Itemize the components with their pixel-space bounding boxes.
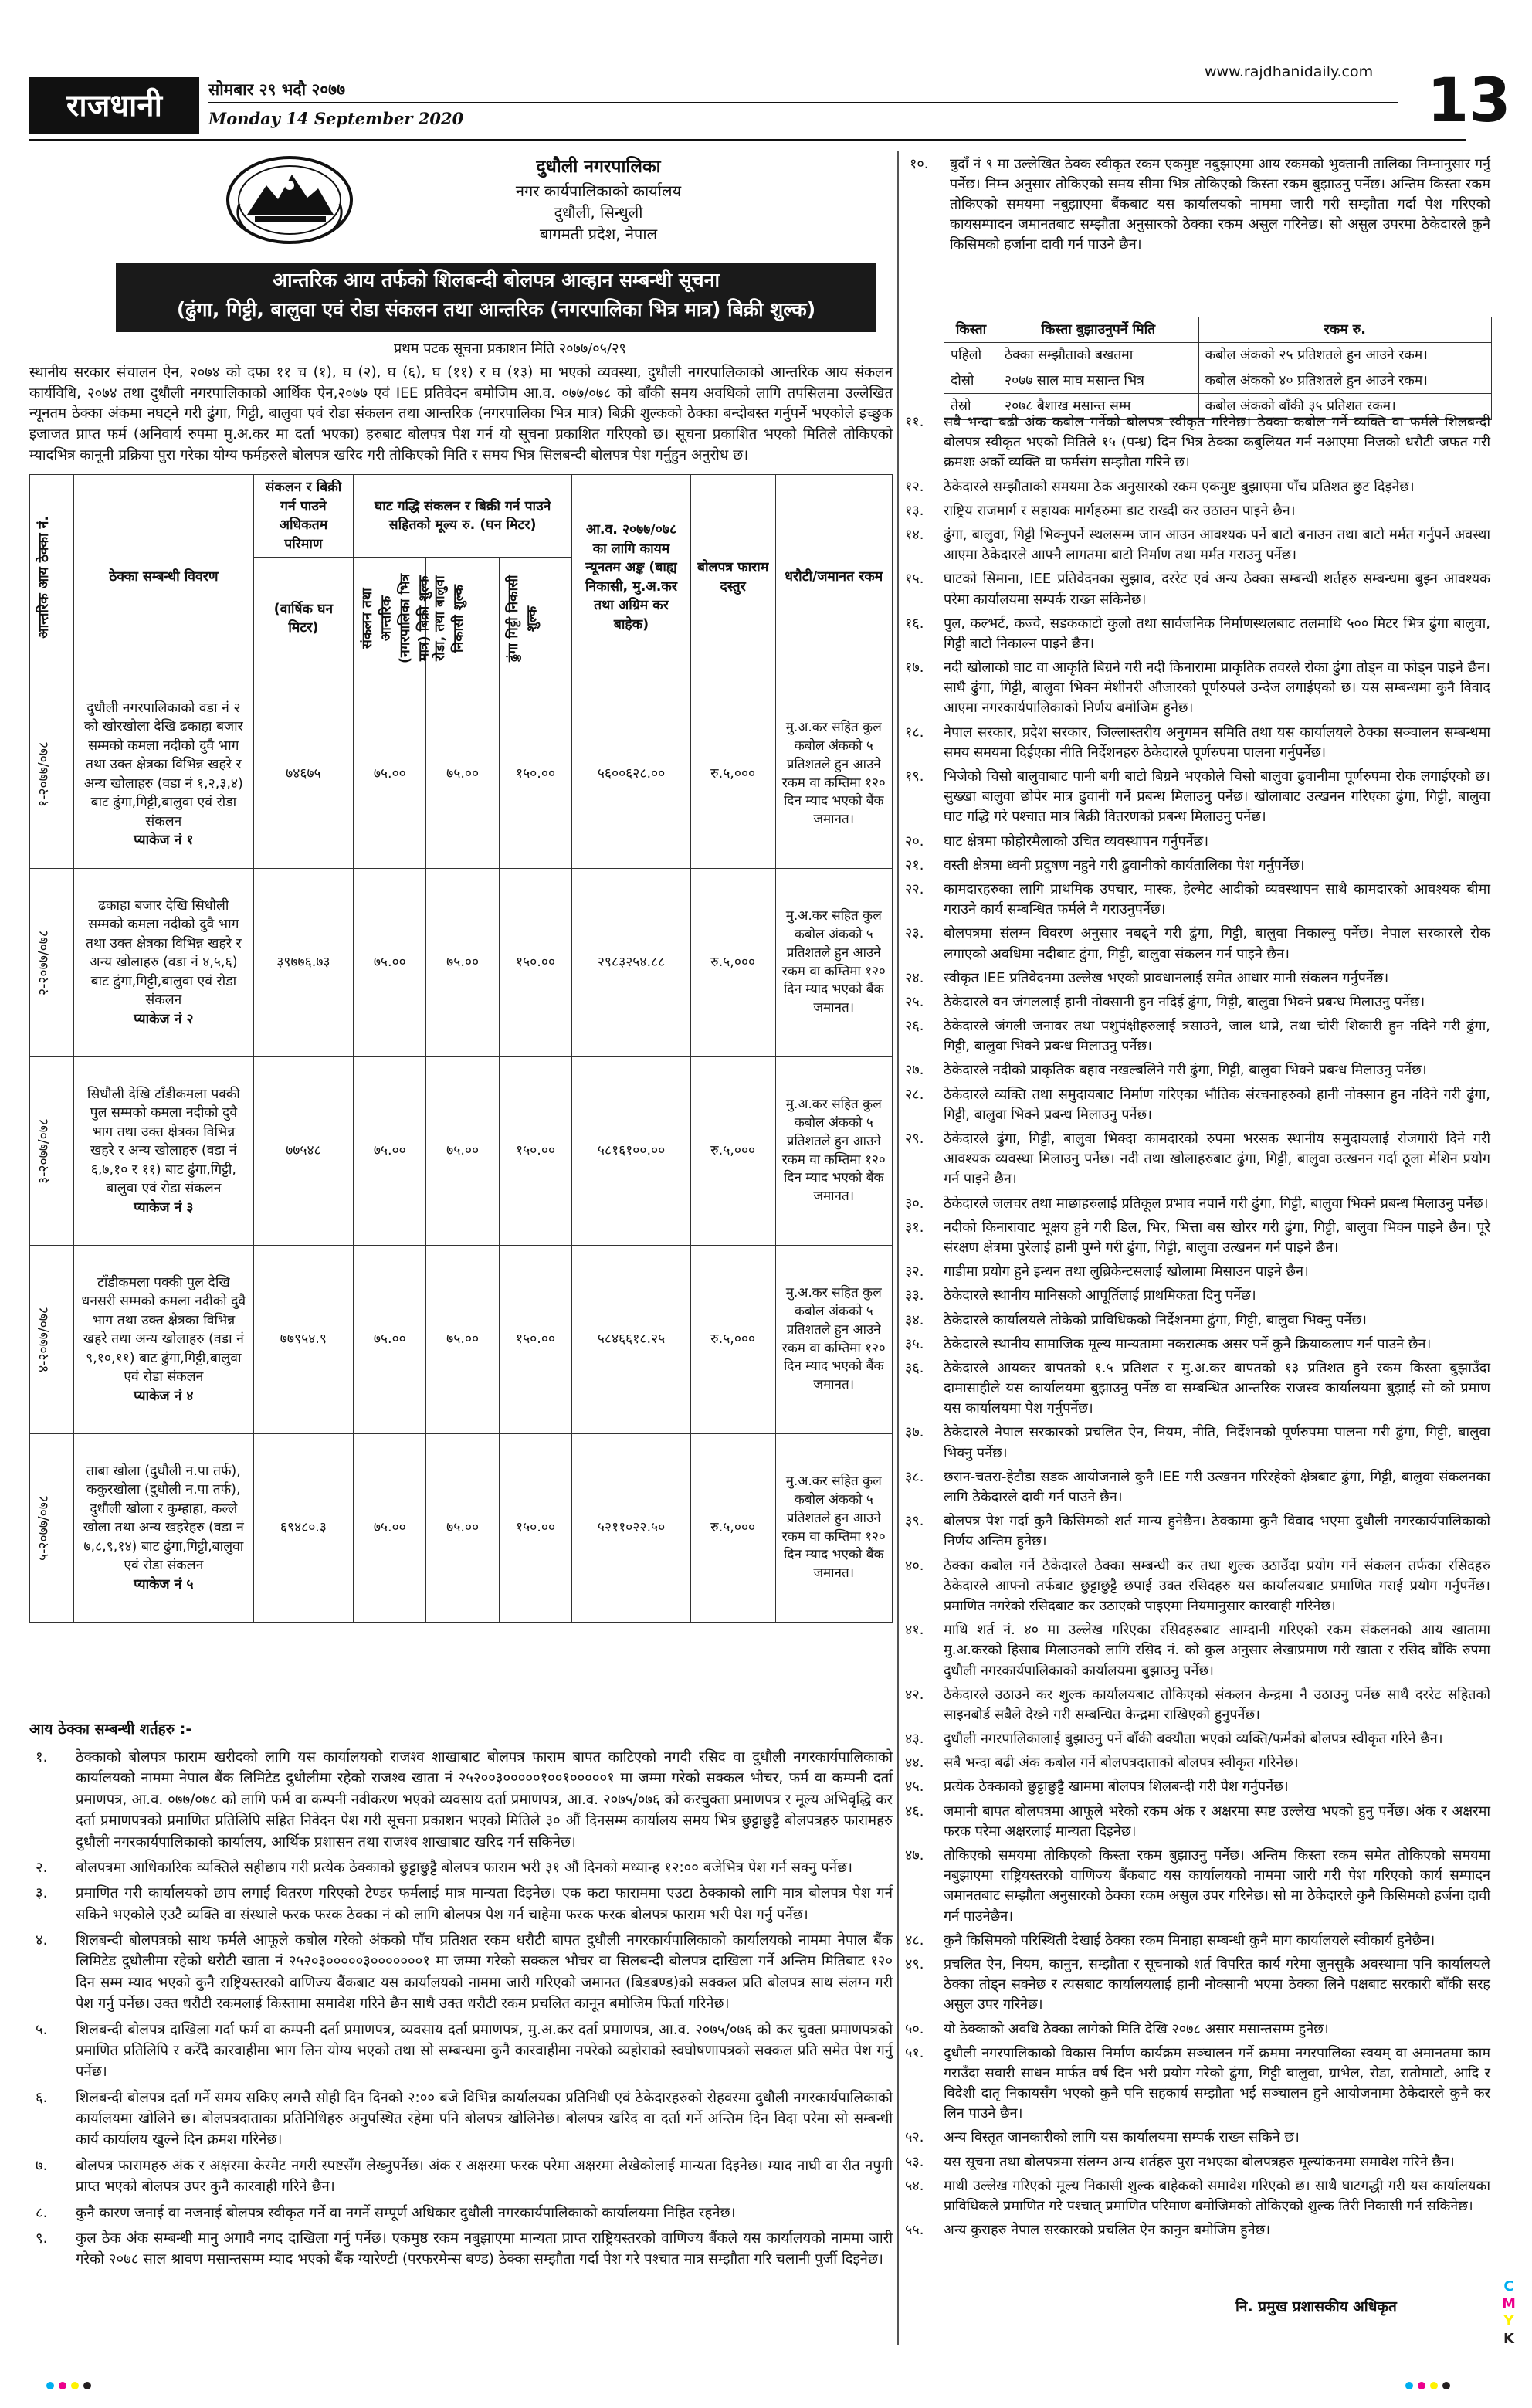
page-number: 13	[1427, 66, 1511, 136]
condition-number: १३.	[905, 502, 924, 519]
condition-number: ७.	[36, 2157, 48, 2174]
condition-text: अन्य विस्तृत जानकारीको लागि यस कार्यालयमा सम्पर्क राख्न सकिने छ।	[944, 2129, 1300, 2146]
condition-item	[903, 2176, 1490, 2216]
condition-number: ४०.	[905, 1557, 924, 1574]
condition-text: शिलबन्दी बोलपत्रको साथ फर्मले आफूले कबोल गरेको अंकको पाँच प्रतिशत रकम धरौटी बापत दुधौली नगरकार्यपालिकाको कार्यालयको नाममा नेपाल बैंक लिमिटेड दुधौलीमा रहेको धरौटी खाता नं २५२०३०००००३०००००००१ मा जम्मा गरेको सक्कल भौचर वा सिलबन्दी बोलपत्र दाखिला गर्ने अन्तिम मितिबाट १२० दिन सम्म म्याद भएको कुनै राष्ट्रियस्तरको वाणिज्य बैंकबाट यस कार्यालयको नाममा जारी गरिएको जमानत (बिडबण्ड)को सक्कल प्रति बोलपत्र साथ संलग्न गरी पेश गर्नु पर्नेछ। उक्त धरौटी रकमलाई किस्तामा समावेश गरिने छैन साथै उक्त धरौटी रकम प्रचलित कानून बमोजिम फिर्ता गरिनेछ।	[76, 1932, 893, 2013]
condition-number: १४.	[905, 526, 924, 543]
condition-number: ४६.	[905, 1803, 924, 1820]
row-description-text: ताबा खोला (दुधौली न.पा तर्फ), ककुरखोला (दुधौली न.पा तर्फ), दुधौली खोला र कुम्हाहा, कल्ले खोला तथा अन्य खहरेहरु (वडा नं ७,८,९,१४) बाट ढुंगा,गिट्टी,बालुवा एवं रोडा संकलन	[83, 1463, 244, 1574]
condition-text: प्रचलित ऐन, नियम, कानुन, सम्झौता र सूचनाको शर्त विपरित कार्य गरेमा जुनसुकै अवस्थामा पनि कार्यालयले ठेक्का तोड्न सक्नेछ र त्यसबाट कार्यालयलाई हानी नोक्सानी भएमा ठेक्का लिने पक्षबाट सरकारी बाँकी सरह असुल उपर गरिनेछ।	[944, 1955, 1490, 2013]
condition-number: ५२.	[905, 2129, 924, 2146]
col-header-code: आन्तरिक आय ठेक्का नं.	[30, 475, 74, 680]
condition-number: ५०.	[905, 2020, 924, 2037]
condition-number: ३३.	[905, 1287, 924, 1304]
condition-text: भिजेको चिसो बालुवाबाट पानी बगी बाटो बिग्रने भएकोले चिसो बालुवा ढुवानीमा पूर्णरुपमा रोक लगाईएको छ। सुख्खा बालुवा छोपेर मात्र ढुवानी गर्ने प्रबन्ध मिलाउनु पर्नेछ। खोलाबाट उत्खनन गरिएका ढुंगा, गिट्टी, बालुवा घाट गद्धि गरे पश्चात मात्र बिक्री वितरणको प्रबन्ध मिलाउनु पर्नेछ।	[944, 768, 1490, 826]
condition-number: ६.	[36, 2089, 48, 2106]
col-header-description: ठेक्का सम्बन्धी विवरण	[74, 475, 254, 680]
condition-text: ठेकेदारले जलचर तथा माछाहरुलाई प्रतिकूल प्रभाव नपार्ने गरी ढुंगा, गिट्टी, बालुवा भिक्ने प्रबन्ध मिलाउनु पर्नेछ।	[944, 1195, 1489, 1212]
condition-item	[903, 2043, 1490, 2125]
condition-item	[903, 658, 1490, 719]
cell-form-fee: रु.५,०००	[690, 1246, 775, 1434]
cell-description	[74, 1434, 254, 1623]
condition-number: ४९.	[905, 1955, 924, 1972]
condition-item	[29, 1930, 893, 2015]
condition-number: ३१.	[905, 1219, 924, 1236]
condition-number: ४७.	[905, 1847, 924, 1864]
condition-item	[903, 1016, 1490, 1056]
conditions-list	[29, 1747, 893, 2275]
registration-dots	[46, 2382, 91, 2393]
condition-text: बुदाँ नं ९ मा उल्लेखित ठेक्क स्वीकृत रकम एकमुष्ट नबुझाएमा आय रकमको भुक्तानी तालिका निम्नानुसार गर्नु पर्नेछ। निम्न अनुसार तोकिएको समय सीमा भित्र तोकिएको किस्ता रकम बुझाउनु पर्नेछ। अन्तिम किस्ता रकम तोकिएको समयमा नबुझाएमा बैंकबाट यस कार्यालयको नाममा जारी गरी सम्झौता गर्दा पेश गरिएको कायसम्पादन जमानतबाट सम्झौता अनुसारको ठेक्का रकम असुल गरिनेछ। सो असुल उपरमा ठेकेदारले कुनै किसिमको हर्जाना दावी गर्न पाउने छैन।	[950, 156, 1490, 253]
condition-number: ४५.	[905, 1779, 924, 1796]
cell-rate3: १५०.००	[499, 1246, 571, 1434]
column-divider	[897, 151, 899, 2345]
office-province: बागमती प्रदेश, नेपाल	[539, 225, 658, 244]
condition-text: शिलबन्दी बोलपत्र दाखिला गर्दा फर्म वा कम्पनी दर्ता प्रमाणपत्र, व्यवसाय दर्ता प्रमाणपत्र, मु.अ.कर दर्ता प्रमाणपत्र, आ.व. २०७५/०७६ को कर चुक्ता प्रमाणपत्रको प्रमाणित प्रतिलिपि र करेँदै कारवाहीमा भाग लिन योग्य भएको तथा सो सम्बन्धमा कुनै कारवाहीमा नपरेको व्यहोराको स्वघोषणापत्रको सक्कल प्रति समेत पेश गर्नु पर्नेछ।	[76, 2021, 893, 2081]
condition-item	[903, 1060, 1490, 1080]
condition-text: कुनै कारण जनाई वा नजनाई बोलपत्र स्वीकृत गर्ने वा नगर्ने सम्पूर्ण अधिकार दुधौली नगरकार्यपालिकाको कार्यालयमा निहित रहनेछ।	[76, 2204, 736, 2221]
condition-text: बोलपत्रमा आधिकारिक व्यक्तिले सहीछाप गरी प्रत्येक ठेक्काको छुट्टाछुट्टै बोलपत्र फाराम भरी ३१ औं दिनको मध्यान्ह १२:०० बजेभित्र पेश गर्न सक्नु पर्नेछ।	[76, 1859, 853, 1876]
col-header-quantity: संकलन र बिक्री गर्न पाउने अधिकतम परिमाण	[253, 475, 353, 558]
condition-text: प्रत्येक ठेक्काको छुट्टाछुट्टै खाममा बोलपत्र शिलबन्दी गरी पेश गर्नुपर्नेछ।	[944, 1779, 1289, 1796]
cell-code	[30, 1434, 74, 1623]
condition-number: २६.	[905, 1018, 924, 1035]
condition-number: १७.	[905, 660, 924, 677]
cell-min-amount: २९८३२५४.८८	[572, 869, 691, 1057]
cell-code	[30, 680, 74, 869]
municipality-name: दुधौली नगरपालिका	[536, 157, 661, 177]
condition-text: घाट क्षेत्रमा फोहोरमैलाको उचित व्यवस्थापन गर्नुपर्नेछ।	[944, 833, 1209, 850]
condition-item	[903, 832, 1490, 852]
condition-text: अन्य कुराहरु नेपाल सरकारको प्रचलित ऐन कानुन बमोजिम हुनेछ।	[944, 2222, 1271, 2239]
cell-form-fee: रु.५,०००	[690, 869, 775, 1057]
condition-item	[903, 1729, 1490, 1749]
condition-item	[903, 767, 1490, 828]
cell-description	[74, 1057, 254, 1246]
registration-dot	[83, 2382, 91, 2389]
cell-rate2: ७५.००	[426, 680, 499, 869]
condition-number: २.	[36, 1859, 48, 1876]
condition-item	[903, 614, 1490, 654]
condition-text: वस्ती क्षेत्रमा ध्वनी प्रदुषण नहुने गरी ढुवानीको कार्यतालिका पेश गर्नुपर्नेछ।	[944, 856, 1305, 873]
row-package: प्याकेज नं १	[134, 833, 194, 848]
cell-guarantee: मु.अ.कर सहित कुल कबोल अंकको ५ प्रतिशतले हुन आउने रकम वा कम्तिमा १२० दिन म्याद भएको बैंक जमानत।	[775, 1246, 892, 1434]
condition-text: छरान-चतरा-हेटौडा सडक आयोजनाले कुनै IEE गरी उत्खनन गरिरहेको क्षेत्रबाट ढुंगा, गिट्टी, बालुवा संकलनका लागि ठेकेदारले दावी गर्न पाउने छैन।	[944, 1468, 1490, 1505]
condition-number: ४१.	[905, 1622, 924, 1639]
condition-number: २७.	[905, 1062, 924, 1079]
condition-item	[903, 1423, 1490, 1463]
cell-quantity: ३९७७६.७३	[253, 869, 353, 1057]
row-description-text: ढकाहा बजार देखि सिधौली सम्मको कमला नदीको दुवै भाग तथा उक्त क्षेत्रका विभिन्न खहरे र अन्य खोलाहरु (वडा नं ४,५,६) बाट ढुंगा,गिट्टी,बालुवा एवं रोडा संकलन	[86, 897, 242, 1009]
condition-text: कामदारहरुका लागि प्राथमिक उपचार, मास्क, हेल्मेट आदीको व्यवस्थापन साथै कामदारको आवश्यक बीमा गराउने कार्य सम्बन्धित फर्मले नै गराउनुपर्नेछ।	[944, 880, 1490, 918]
cell-description	[74, 680, 254, 869]
registration-dot	[71, 2382, 79, 2389]
cell-quantity: ७७९५४.९	[253, 1246, 353, 1434]
installment-cell: कबोल अंकको बाँकी ३५ प्रतिशत रकम।	[1198, 394, 1491, 419]
notice-intro: स्थानीय सरकार संचालन ऐन, २०७४ को दफा ११ च (१), घ (२), घ (६), घ (११) र घ (१३) मा भएको व्यवस्था, दुधौली नगरपालिकाको आन्तरिक आय संकलन कार्यविधि, २०७४ तथा दुधौली नगरपालिकाको आर्थिक ऐन,२०७७ एवं IEE प्रतिवेदन बमोजिम आ.व. ०७७/०७८ को बाँकी समय अवधिको लागि तपसिलमा उल्लेखित न्यूनतम ठेक्का अंकमा नघट्ने गरी ढुंगा, गिट्टी, बालुवा एवं रोडा संकलन तथा आन्तरिक (नगरपालिका भित्र मात्र) बिक्री शुल्कको ठेक्का बन्दोबस्त गर्नुपर्ने भएकोले इच्छुक इजाजत प्राप्त फर्म (अनिवार्य रुपमा मु.अ.कर मा दर्ता भएका) हरुबाट बोलपत्र पेश गर्न यो सूचना प्रकाशित गरिएको छ। सूचना प्रकाशित भएको मितिले तोकिएको म्यादभित्र कानूनी प्रक्रिया पुरा गरेका योग्य फर्महरुले बोलपत्र खरिद गरी तोकिएको मिति र समय भित्र सिलबन्दी बोलपत्र पेश गर्नुहुन अनुरोध छ।	[29, 365, 893, 463]
conditions-list-right	[903, 412, 1490, 2244]
cmyk-letter: C	[1503, 2278, 1514, 2294]
col-header-form-fee: बोलपत्र फाराम दस्तुर	[690, 475, 775, 680]
cell-code	[30, 1246, 74, 1434]
condition-text: नदीको किनारावाट भूक्षय हुने गरी डिल, भिर, भित्ता बस खोरर गरी ढुंगा, गिट्टी, बालुवा भिक्न पाइने छैन। पूरे संरक्षण क्षेत्रमा पुरेलाई हानी पुग्ने गरी ढुंगा, गिट्टी, बालुवा उत्खनन गर्न पाइने छैन।	[944, 1219, 1490, 1256]
condition-number: ४.	[36, 1932, 48, 1948]
registration-dot	[1430, 2382, 1438, 2389]
condition-item	[903, 1194, 1490, 1214]
cell-description	[74, 869, 254, 1057]
condition-text: ठेकेदारले नदीको प्राकृतिक बहाव नखल्बलिने गरी ढुंगा, गिट्टी, बालुवा भिक्ने प्रबन्ध मिलाउनु पर्नेछ।	[944, 1062, 1427, 1079]
row-code: २-२०७७/०७८	[36, 929, 52, 995]
installment-cell: २०७८ बैशाख मसान्त सम्म	[998, 394, 1198, 419]
col-header-rate3: ढुंगा गिट्टी निकासी शुल्क	[499, 558, 571, 680]
condition-text: माथी उल्लेख गरिएको मूल्य निकासी शुल्क बाहेकको समावेश गरिएको छ। साथै घाटगद्धी गरी यस कार्यालयका प्राविधिकले प्रमाणित गरे पश्चात् प्रमाणित परिमाण बमोजिमको तोकिएको शुल्क तिरी निकासी गर्न सकिनेछ।	[944, 2177, 1490, 2214]
cell-guarantee: मु.अ.कर सहित कुल कबोल अंकको ५ प्रतिशतले हुन आउने रकम वा कम्तिमा १२० दिन म्याद भएको बैंक जमानत।	[775, 680, 892, 869]
cmyk-letter: M	[1502, 2295, 1516, 2312]
condition-item	[903, 1931, 1490, 1951]
issue-date-nepali: सोमबार २९ भदौ २०७७	[208, 80, 346, 99]
installment-cell: ठेक्का सम्झौताको बखतमा	[998, 343, 1198, 368]
notice-title-banner	[116, 263, 876, 332]
cmyk-marks	[1500, 2278, 1518, 2348]
condition-text: ठेकेदारले आयकर बापतको १.५ प्रतिशत र मु.अ.कर बापतको १३ प्रतिशत हुने रकम किस्ता बुझाउँदा दामासाहीले यस कार्यालयमा बुझाउनु पर्नेछ वा सम्बन्धित आन्तरिक राजस्व कार्यालयमा बुझाई सो को प्रमाण यस कार्यालयमा पेश गर्नुपर्नेछ।	[944, 1359, 1490, 1417]
condition-item	[903, 1511, 1490, 1552]
notice-title: आन्तरिक आय तर्फको शिलबन्दी बोलपत्र आव्हान सम्बन्धी सूचना	[272, 269, 720, 291]
condition-text: दुधौली नगरपालिकाको विकास निर्माण कार्यक्रम सञ्चालन गर्ने क्रममा नगरपालिका स्वयम् वा अमानतमा काम गराउँदा सवारी साधन मार्फत वर्ष दिन भरी प्रयोग गरेको ढुंगा, गिट्टी बालुवा, ग्राभेल, रोडा, रातोमाटो, आदि र विदेशी दातृ निकायसँग भएको कुनै पनि सहकार्य सम्झौता भई सञ्चालन हुने आयोजनामा ठेकेदारले कुनै कर लिन पाउने छैन।	[944, 2044, 1490, 2122]
condition-item	[903, 1335, 1490, 1355]
condition-item	[903, 2128, 1490, 2148]
cell-guarantee: मु.अ.कर सहित कुल कबोल अंकको ५ प्रतिशतले हुन आउने रकम वा कम्तिमा १२० दिन म्याद भएको बैंक जमानत।	[775, 869, 892, 1057]
office-line: नगर कार्यपालिकाको कार्यालय	[515, 181, 682, 200]
condition-item	[903, 2020, 1490, 2040]
condition-text: ठेकेदारले स्थानीय सामाजिक मूल्य मान्यतामा नकरात्मक असर पर्ने कुनै क्रियाकलाप गर्न पाउने छैन।	[944, 1335, 1432, 1352]
condition-item	[903, 2220, 1490, 2240]
cell-form-fee: रु.५,०००	[690, 1434, 775, 1623]
condition-number: २१.	[905, 856, 924, 873]
condition-number: ५१.	[905, 2044, 924, 2061]
col-header-rate2: रोडा, तथा बालुवा निकासी शुल्क	[426, 558, 499, 680]
condition-number: ४३.	[905, 1731, 924, 1748]
condition-text: बोलपत्र पेश गर्दा कुनै किसिमको शर्त मान्य हुनेछैन। ठेक्कामा कुनै विवाद भएमा दुधौली नगरकार्यपालिकाको निर्णय अन्तिम हुनेछ।	[944, 1513, 1490, 1550]
col-header-min-amount: आ.व. २०७७/०७८ का लागि कायम न्यूनतम अङ्क (बाह्य निकासी, मु.अ.कर तथा अग्रिम कर बाहेक)	[572, 475, 691, 680]
condition-item	[29, 2087, 893, 2151]
cell-rate1: ७५.००	[354, 869, 426, 1057]
col-header-guarantee: धरौटी/जमानत रकम	[775, 475, 892, 680]
installment-cell: कबोल अंकको ४० प्रतिशतले हुन आउने रकम।	[1198, 368, 1491, 394]
condition-number: १९.	[905, 768, 924, 785]
cell-rate1: ७५.००	[354, 680, 426, 869]
condition-number: २४.	[905, 969, 924, 986]
cell-min-amount: ५६००६२८.००	[572, 680, 691, 869]
condition-item	[903, 1685, 1490, 1725]
row-package: प्याकेज नं ५	[134, 1576, 194, 1592]
condition-item	[29, 1747, 893, 1853]
table-row	[30, 869, 893, 1057]
installment-cell: २०७७ साल माघ मसान्त भित्र	[998, 368, 1198, 394]
condition-number: १२.	[905, 478, 924, 495]
condition-text: बोलपत्रमा संलग्न विवरण अनुसार नबढ्ने गरी ढुंगा, गिट्टी, बालुवा निकाल्नु पर्नेछ। नेपाल सरकारले रोक लगाएको अवधिमा नदीबाट ढुंगा, गिट्टी, बालुवा संकलन गर्न पाइने छैन।	[944, 925, 1490, 962]
col-header-rate-group: घाट गद्धि संकलन र बिक्री गर्न पाउने सहितको मूल्य रु. (घन मिटर)	[354, 475, 572, 558]
condition-text: सबै भन्दा बढी अंक कबोल गर्नेको बोलपत्र स्वीकृत गरिनेछ। ठेक्का कबोल गर्ने व्यक्ति वा फर्मले शिलबन्दी बोलपत्र स्वीकृत भएको मितिले १५ (पन्ध्र) दिन भित्र ठेक्का कबुलियत गर्न नआएमा निजको धरौटी जफत गरी क्रमशः अर्को व्यक्ति वा फर्मसंग सम्झौता गरिने छ।	[944, 414, 1490, 471]
condition-item	[903, 1129, 1490, 1190]
condition-item	[903, 723, 1490, 763]
tender-table	[29, 474, 893, 1623]
condition-text: यस सूचना तथा बोलपत्रमा संलग्न अन्य शर्तहरु पुरा नभएका बोलपत्रहरु मूल्यांकनमा समावेश गरिने छैन।	[944, 2153, 1455, 2170]
condition-item	[903, 1085, 1490, 1125]
publication-date: प्रथम पटक सूचना प्रकाशन मिति २०७७/०५/२९	[394, 341, 626, 357]
cell-rate2: ७५.००	[426, 1246, 499, 1434]
cell-min-amount: ५८१६१००.००	[572, 1057, 691, 1246]
conditions-title: आय ठेक्का सम्बन्धी शर्तहरु :-	[29, 1721, 192, 1738]
condition-text: पुल, कल्भर्ट, कज्वे, सडककाटो कुलो तथा सार्वजनिक निर्माणस्थलबाट तलमाथि ५०० मिटर भित्र ढुंगा बालुवा, गिट्टी बाटो निकाल्न पाइने छैन।	[944, 615, 1490, 652]
condition-item	[903, 1846, 1490, 1927]
row-description-text: टाँडीकमला पक्की पुल देखि धनसरी सम्मको कमला नदीको दुवै भाग तथा उक्त क्षेत्रका विभिन्न खहरे तथा अन्य खोलाहरु (वडा नं ९,१०,११) बाट ढुंगा,गिट्टी,बालुवा एवं रोडा संकलन	[81, 1274, 246, 1385]
condition-item	[903, 924, 1490, 964]
condition-number: ३२.	[905, 1263, 924, 1280]
signature-title: नि. प्रमुख प्रशासकीय अधिकृत	[1235, 2298, 1397, 2315]
condition-item	[903, 992, 1490, 1012]
condition-item	[903, 880, 1490, 920]
condition-item	[903, 1218, 1490, 1258]
condition-item	[29, 1857, 893, 1878]
col-header-annual-unit: (वार्षिक घन मिटर)	[253, 558, 353, 680]
office-header	[463, 154, 734, 246]
condition-text: कुल ठेक अंक सम्बन्धी मानु अगावै नगद दाखिला गर्नु पर्नेछ। एकमुष्ठ रकम नबुझाएमा मान्यता प्राप्त राष्ट्रियस्तरको वाणिज्य बैंकले यस कार्यालयको नाममा जारी गरेको २०७८ साल श्रावण मसान्तसम्म म्याद भएको बैंक ग्यारेण्टी (परफरमेन्स बण्ड) ठेक्का सम्झौता गर्दा पेश गरे पश्चात मात्र सम्झौता गरि चलानी पुर्जी दिइनेछ।	[76, 2230, 893, 2268]
cell-form-fee: रु.५,०००	[690, 680, 775, 869]
condition-item	[903, 1358, 1490, 1419]
condition-text: घाटको सिमाना, IEE प्रतिवेदनका सुझाव, दररेट एवं अन्य ठेक्का सम्बन्धी शर्तहरु सम्बन्धमा बुझ्न आवश्यक परेमा कार्यालयमा सम्पर्क राख्न सकिनेछ।	[944, 571, 1490, 608]
condition-text: माथि शर्त नं. ४० मा उल्लेख गरिएका रसिदहरुबाट आम्दानी गरिएको रकम संकलनको आय खातामा मु.अ.करको हिसाब मिलाउनको लागि रसिद नं. को कुल अनुसार लेखाप्रमाण गरी खाता र रसिद बाँकि रुपमा दुधौली नगरकार्यपालिकाको कार्यालयमा बुझाउनु पर्नेछ।	[944, 1622, 1490, 1679]
row-code: १-२०७७/०७८	[36, 741, 52, 807]
cell-guarantee: मु.अ.कर सहित कुल कबोल अंकको ५ प्रतिशतले हुन आउने रकम वा कम्तिमा १२० दिन म्याद भएको बैंक जमानत।	[775, 1434, 892, 1623]
newspaper-masthead: राजधानी	[29, 77, 199, 134]
installment-table	[944, 317, 1492, 420]
installment-cell: तेस्रो	[944, 394, 998, 419]
condition-number: २३.	[905, 925, 924, 942]
condition-item	[903, 1467, 1490, 1508]
condition-item	[29, 2020, 893, 2083]
registration-dot	[1405, 2382, 1413, 2389]
condition-text: ढुंगा, बालुवा, गिट्टी भिक्नुपर्ने स्थलसम्म जान आउन आवश्यक पर्ने बाटो बनाउन तथा बाटो मर्मत गर्नुपर्ने अवस्था आएमा ठेकेदारले आफ्नै लागतमा बाटो निर्माण तथा मर्मत गराउनु पर्नेछ।	[944, 526, 1490, 564]
cell-rate3: १५०.००	[499, 869, 571, 1057]
condition-item	[903, 569, 1490, 609]
condition-item	[29, 2228, 893, 2271]
condition-text: ठेकेदारले उठाउने कर शुल्क कार्यालयबाट तोकिएको संकलन केन्द्रमा नै उठाउनु पर्नेछ साथै दररेट सहितको साइनबोर्ड सबैले देख्ने गरी सम्बन्धित केन्द्रमा राखिएको हुनुपर्नेछ।	[944, 1686, 1490, 1723]
condition-item	[903, 412, 1490, 473]
condition-item	[29, 2203, 893, 2223]
condition-text: प्रमाणित गरी कार्यालयको छाप लगाई वितरण गरिएको टेण्डर फर्मलाई मात्र मान्यता दिइनेछ। एक कटा फाराममा एउटा ठेक्काको लागि मात्र बोलपत्र पेश गर्न सकिने भएकोले एउटै व्यक्ति वा संस्थाले फरक फरक ठेक्का नं को लागि बोलपत्र पेश गर्न चाहेमा फरक फरक बोलपत्र फाराम भरी पेश गर्नु पर्नेछ।	[76, 1885, 893, 1923]
condition-number: ३९.	[905, 1513, 924, 1530]
cell-quantity: ६९४८०.३	[253, 1434, 353, 1623]
registration-dot	[59, 2382, 66, 2389]
cell-rate3: १५०.००	[499, 1434, 571, 1623]
cell-form-fee: रु.५,०००	[690, 1057, 775, 1246]
condition-text: ठेकेदारले ढुंगा, गिट्टी, बालुवा भिक्दा कामदारको रुपमा भरसक स्थानीय समुदायलाई रोजगारी दिने गरी आवश्यक व्यवस्था मिलाउनु पर्नेछ। नदी तथा खोलाहरुबाट ढुंगा, गिट्टी, बालुवा उत्खनन गर्दा ठूला मेशिन प्रयोग गर्न पाइने छैन।	[944, 1131, 1490, 1188]
condition-item	[903, 1311, 1490, 1331]
notice-subtitle: (ढुंगा, गिट्टी, बालुवा एवं रोडा संकलन तथा आन्तरिक (नगरपालिका भित्र मात्र) बिक्री शुल्क)	[176, 297, 816, 321]
cell-rate1: ७५.००	[354, 1434, 426, 1623]
condition-text: ठेकेदारले स्थानीय मानिसको आपूर्तिलाई प्राथमिकता दिनु पर्नेछ।	[944, 1287, 1256, 1304]
condition-item	[903, 968, 1490, 989]
condition-text: दुधौली नगरपालिकालाई बुझाउनु पर्ने बाँकी बक्यौता भएको व्यक्ति/फर्मको बोलपत्र स्वीकृत गरिने छैन।	[944, 1731, 1443, 1748]
condition-text: ठेकेदारले जंगली जनावर तथा पशुपंक्षीहरुलाई त्रसाउने, जाल थाप्ने, तथा चोरी शिकारी हुन नदिने गरी ढुंगा, गिट्टी, बालुवा भिक्ने प्रबन्ध मिलाउनु पर्नेछ।	[944, 1018, 1490, 1055]
row-package: प्याकेज नं ४	[134, 1388, 194, 1404]
condition-number: ३४.	[905, 1311, 924, 1328]
row-code: ३-२०७७/०७८	[36, 1118, 52, 1184]
cell-rate2: ७५.००	[426, 869, 499, 1057]
condition-number: ५५.	[905, 2222, 924, 2239]
installment-cell: दोस्रो	[944, 368, 998, 394]
cell-quantity: ७७५४८	[253, 1057, 353, 1246]
condition-number: ११.	[905, 414, 924, 430]
header-divider	[208, 102, 1398, 103]
installment-header: रकम रु.	[1198, 317, 1491, 343]
condition-item-10	[903, 154, 1490, 259]
cell-quantity: ७४६७५	[253, 680, 353, 869]
header-bottom-divider	[29, 139, 1466, 141]
installment-header: किस्ता	[944, 317, 998, 343]
cell-rate2: ७५.००	[426, 1434, 499, 1623]
registration-dot	[1418, 2382, 1425, 2389]
condition-item	[903, 1955, 1490, 2016]
condition-item	[903, 1556, 1490, 1617]
condition-item	[903, 1262, 1490, 1282]
condition-number: २५.	[905, 993, 924, 1010]
condition-item	[903, 1620, 1490, 1681]
cmyk-letter: K	[1503, 2330, 1514, 2347]
table-row	[30, 680, 893, 869]
condition-number: ३.	[36, 1885, 48, 1902]
condition-number: ३०.	[905, 1195, 924, 1212]
condition-number: १.	[36, 1749, 48, 1765]
cell-rate3: १५०.००	[499, 1057, 571, 1246]
cell-min-amount: ५२११०२२.५०	[572, 1434, 691, 1623]
cell-min-amount: ५८४६६१८.२५	[572, 1246, 691, 1434]
condition-text: ठेकेदारले वन जंगललाई हानी नोक्सानी हुन नदिई ढुंगा, गिट्टी, बालुवा भिक्ने प्रबन्ध मिलाउनु पर्नेछ।	[944, 993, 1425, 1010]
condition-number: ८.	[36, 2204, 48, 2221]
condition-item	[903, 1777, 1490, 1797]
condition-number: ३६.	[905, 1359, 924, 1376]
condition-number: १०.	[910, 156, 929, 172]
condition-text: ठेकेदारले सम्झौताको समयमा ठेक अनुसारको रकम एकमुष्ट बुझाएमा पाँच प्रतिशत छुट दिइनेछ।	[944, 478, 1415, 495]
registration-dot	[1442, 2382, 1450, 2389]
condition-number: ५.	[36, 2021, 48, 2038]
row-description-text: दुधौली नगरपालिकाको वडा नं २ को खोरखोला देखि ढकाहा बजार सम्मको कमला नदीको दुवै भाग तथा उक्त क्षेत्रका विभिन्न खहरे र अन्य खोलाहरु (वडा नं १,२,३,४) बाट ढुंगा,गिट्टी,बालुवा एवं रोडा संकलन	[83, 700, 243, 829]
cell-code	[30, 869, 74, 1057]
condition-item	[903, 2152, 1490, 2172]
condition-text: ठेक्काको बोलपत्र फाराम खरीदको लागि यस कार्यालयको राजश्व शाखाबाट बोलपत्र फाराम बापत काटिएको नगदी रसिद वा दुधौली नगरकार्यपालिकाको कार्यालयको नाममा नेपाल बैंक लिमिटेड दुधौलीमा रहेको राजश्व खाता नं २५२००३०००००१००१०००००१ मा जम्मा गरेको सक्कल भौचर, फर्म वा कम्पनी दर्ता प्रमाणपत्र, आ.व. ०७७/०७८ को लागि फर्म वा कम्पनी नवीकरण भएको व्यवसाय दर्ता प्रमाणपत्र, आ.व. २०७५/०७६ को करचुक्ता प्रमाणपत्र र मूल्य अभिवृद्धि कर दर्ता प्रमाणपत्रको प्रमाणित प्रतिलिपि सहित निवेदन पेश गरी सूचना प्रकाशन भएको मितिले ३० औं दिनसम्म कार्यालय समय भित्र छुट्टाछुट्टै बोलपत्रहरु फारामहरु दुधौली नगरकार्यपालिकाको कार्यालय, आर्थिक प्रशासन तथा राजश्व शाखाबाट खरिद गर्न सकिनेछ।	[76, 1749, 893, 1850]
condition-item	[903, 477, 1490, 497]
cell-code	[30, 1057, 74, 1246]
condition-number: १८.	[905, 724, 924, 741]
condition-number: १६.	[905, 615, 924, 632]
row-code: ४-२०७७/०७८	[36, 1306, 52, 1372]
registration-dots	[1405, 2382, 1450, 2393]
condition-text: बोलपत्र फारामहरु अंक र अक्षरमा केरमेट नगरी स्पष्टसँग लेख्नुपर्नेछ। अंक र अक्षरमा फरक परेमा अक्षरमा लेखेकोलाई मान्यता दिइनेछ। म्याद नाघी वा रीत नपुगी प्राप्त भएको बोलपत्र उपर कुनै कारवाही गरिने छैन।	[76, 2157, 893, 2196]
cell-description	[74, 1246, 254, 1434]
condition-text: नदी खोलाको घाट वा आकृति बिग्रने गरी नदी किनारामा प्राकृतिक तवरले रोका ढुंगा तोड्न वा फोड्न पाइने छैन। साथै ढुंगा, गिट्टी, बालुवा भिक्न मेशीनरी औजारको पूर्णरुपले उन्देज लगाईएको छ। यस सम्बन्धमा कुनै विवाद आएमा नगरकार्यपालिकाको निर्णय बमोजिम हुनेछ।	[944, 660, 1490, 717]
condition-number: ३५.	[905, 1335, 924, 1352]
nepal-emblem-icon	[224, 154, 355, 246]
cell-rate1: ७५.००	[354, 1057, 426, 1246]
cell-rate1: ७५.००	[354, 1246, 426, 1434]
condition-number: १५.	[905, 571, 924, 588]
condition-item	[903, 1286, 1490, 1306]
condition-text: तोकिएको समयमा तोकिएको किस्ता रकम बुझाउनु पर्नेछ। अन्तिम किस्ता रकम समेत तोकिएको समयमा नबुझाएमा राष्ट्रियस्तरको वाणिज्य बैंकबाट यस कार्यालयको नाममा जारी गरी पेश गरिएको कार्य सम्पादन जमानतबाट सम्झौता अनुसारको ठेक्का रकम असुल उपर गरिनेछ। सो मा ठेकेदारले कुनै किसिमको हर्जना दावी गर्न पाउनेछैन।	[944, 1847, 1490, 1925]
cell-rate3: १५०.००	[499, 680, 571, 869]
row-package: प्याकेज नं ३	[134, 1199, 194, 1216]
condition-number: २८.	[905, 1086, 924, 1103]
condition-number: ५४.	[905, 2177, 924, 2194]
installment-cell: पहिलो	[944, 343, 998, 368]
condition-number: २२.	[905, 880, 924, 897]
table-row	[30, 1434, 893, 1623]
condition-text: ठेकेदारले कार्यालयले तोकेको प्राविधिकको निर्देशनमा ढुंगा, गिट्टी, बालुवा भिक्नु पर्नेछ।	[944, 1311, 1367, 1328]
table-row	[30, 1057, 893, 1246]
condition-text: जमानी बापत बोलपत्रमा आफूले भरेको रकम अंक र अक्षरमा स्पष्ट उल्लेख भएको हुनु पर्नेछ। अंक र अक्षरमा फरक परेमा अक्षरलाई मान्यता दिइनेछ।	[944, 1803, 1490, 1840]
issue-date-english: Monday 14 September 2020	[208, 109, 464, 128]
cell-guarantee: मु.अ.कर सहित कुल कबोल अंकको ५ प्रतिशतले हुन आउने रकम वा कम्तिमा १२० दिन म्याद भएको बैंक जमानत।	[775, 1057, 892, 1246]
condition-item	[29, 2155, 893, 2198]
condition-text: शिलबन्दी बोलपत्र दर्ता गर्ने समय सकिए लगत्तै सोही दिन दिनको २:०० बजे विभिन्न कार्यालयका प्रतिनिधी एवं ठेकेदारहरुको रोहवरमा दुधौली नगरकार्यपालिकाको कार्यालयमा खोलिने छ। बोलपत्रदाताका प्रतिनिधिहरु अनुपस्थित रहेमा पनि बोलपत्र खोलिनेछ। बोलपत्र खरिद वा दर्ता गर्ने अन्तिम दिन विदा परेमा सो सम्बन्धी कार्य कार्यालय खुल्ने दिन क्रमश गरिनेछ।	[76, 2089, 893, 2149]
condition-text: यो ठेक्काको अवधि ठेक्का लागेको मिति देखि २०७८ असार मसान्तसम्म हुनेछ।	[944, 2020, 1329, 2037]
table-row	[30, 1246, 893, 1434]
installment-header: किस्ता बुझाउनुपर्ने मिति	[998, 317, 1198, 343]
installment-cell: कबोल अंकको २५ प्रतिशतले हुन आउने रकम।	[1198, 343, 1491, 368]
registration-dot	[46, 2382, 54, 2389]
condition-text: गाडीमा प्रयोग हुने इन्धन तथा लुब्रिकेन्टसलाई खोलामा मिसाउन पाइने छैन।	[944, 1263, 1309, 1280]
condition-text: ठेकेदारले नेपाल सरकारको प्रचलित ऐन, नियम, नीति, निर्देशनको पूर्णरुपमा पालना गरी ढुंगा, गिट्टी, बालुवा भिक्नु पर्नेछ।	[944, 1424, 1490, 1461]
condition-number: ३७.	[905, 1424, 924, 1441]
condition-text: सबै भन्दा बढी अंक कबोल गर्ने बोलपत्रदाताको बोलपत्र स्वीकृत गरिनेछ।	[944, 1755, 1299, 1772]
condition-number: ५३.	[905, 2153, 924, 2170]
condition-number: ३८.	[905, 1468, 924, 1485]
condition-item	[29, 1883, 893, 1925]
condition-item	[903, 501, 1490, 521]
installment-row	[944, 343, 1492, 368]
condition-number: ४४.	[905, 1755, 924, 1772]
condition-text: कुनै किसिमको परिस्थिती देखाई ठेक्का रकम मिनाहा सम्बन्धी कुनै माग कार्यालयले स्वीकार्य हुनेछैन।	[944, 1931, 1435, 1948]
row-code: ५-२०७७/०७८	[36, 1494, 52, 1561]
office-address: दुधौली, सिन्धुली	[554, 203, 643, 222]
condition-number: २०.	[905, 833, 924, 850]
cell-rate2: ७५.००	[426, 1057, 499, 1246]
condition-text: नेपाल सरकार, प्रदेश सरकार, जिल्लास्तरीय अनुगमन समिति तथा यस कार्यालयले ठेक्का सञ्चालन सम्बन्धमा समय समयमा दिईएका नीति निर्देशनहरु ठेकेदारले पूर्णरुपमा पालना गर्नुपर्नेछ।	[944, 724, 1490, 761]
condition-number: ४२.	[905, 1686, 924, 1703]
row-package: प्याकेज नं २	[134, 1011, 194, 1027]
condition-text: ठेकेदारले व्यक्ति तथा समुदायबाट निर्माण गरिएका भौतिक संरचनाहरुको हानी नोक्सान हुन नदिने गरी ढुंगा, गिट्टी, बालुवा भिक्ने प्रबन्ध मिलाउनु पर्नेछ।	[944, 1086, 1490, 1123]
condition-number: २९.	[905, 1131, 924, 1147]
row-description-text: सिधौली देखि टाँडीकमला पक्की पुल सम्मको कमला नदीको दुवै भाग तथा उक्त क्षेत्रका विभिन्न खहरे र अन्य खोलाहरु (वडा नं ६,७,१० र ११) बाट ढुंगा,गिट्टी, बालुवा एवं रोडा संकलन	[86, 1086, 240, 1197]
condition-item	[903, 1753, 1490, 1773]
installment-row	[944, 368, 1492, 394]
condition-text: ठेक्का कबोल गर्ने ठेकेदारले ठेक्का सम्बन्धी कर तथा शुल्क उठाउँदा प्रयोग गर्ने संकलन तर्फका रसिदहरु ठेकेदारले आफ्नो तर्फबाट छुट्टाछुट्टै छपाई उक्त रसिदहरु यस कार्यालयबाट प्रमाणित गराई प्रयोग गर्नुपर्नेछ। प्रमाणित नगरेको रसिदबाट कर उठाएको पाइएमा नियमानुसार कारवाही गरिनेछ।	[944, 1557, 1490, 1614]
condition-item	[903, 525, 1490, 565]
col-header-rate1: संकलन तथा आन्तरिक (नगरपालिका भित्र मात्र) बिक्री शुल्क	[354, 558, 426, 680]
condition-text: राष्ट्रिय राजमार्ग र सहायक मार्गहरुमा डाट राख्दी कर उठाउन पाइने छैन।	[944, 502, 1296, 519]
condition-number: ४८.	[905, 1931, 924, 1948]
website-url: www.rajdhanidaily.com	[1205, 63, 1374, 80]
condition-item	[903, 1802, 1490, 1842]
cmyk-letter: Y	[1503, 2313, 1514, 2329]
condition-text: स्वीकृत IEE प्रतिवेदनमा उल्लेख भएको प्रावधानलाई समेत आधार मानी संकलन गर्नुपर्नेछ।	[944, 969, 1389, 986]
condition-item	[903, 856, 1490, 876]
condition-number: ९.	[36, 2230, 48, 2247]
